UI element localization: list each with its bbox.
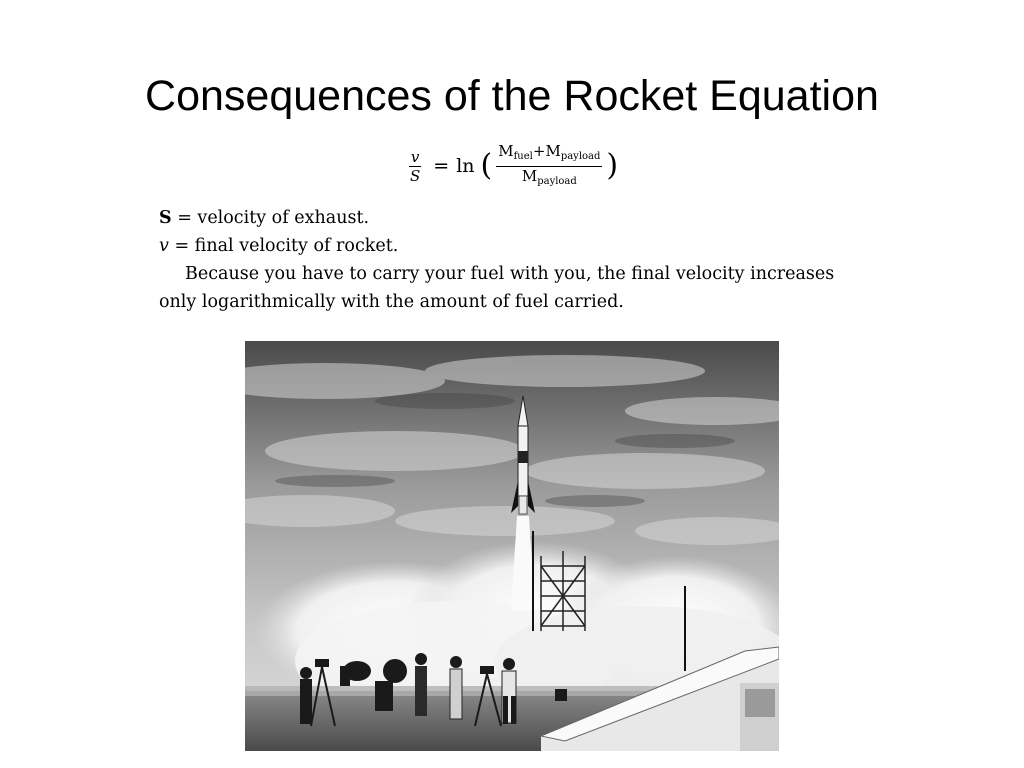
v-symbol: v: [159, 236, 169, 256]
equals-sign: =: [433, 155, 450, 177]
velocity-ratio: [408, 148, 422, 185]
s-definition: = velocity of exhaust.: [171, 208, 370, 228]
v-definition: = final velocity of rocket.: [168, 236, 399, 256]
definition-exhaust-velocity: [159, 204, 889, 232]
ln-function: ln: [456, 155, 475, 177]
payload-subscript: payload: [537, 175, 577, 187]
definition-final-velocity: [159, 232, 889, 260]
mass-denominator: [520, 167, 579, 191]
explanation-line-2: only logarithmically with the amount of fuel carried.: [159, 292, 624, 312]
close-paren: ): [606, 148, 619, 183]
definitions-block: [159, 204, 889, 316]
explanation-line-1: Because you have to carry your fuel with you, the final velocity increases: [185, 264, 835, 284]
open-paren: (: [480, 148, 493, 183]
mass-numerator: [496, 142, 602, 167]
mass-ratio: [496, 142, 602, 191]
rocket-equation: [404, 140, 618, 192]
final-velocity-symbol: v: [410, 147, 420, 166]
exhaust-velocity-symbol: S: [410, 166, 421, 185]
mass-symbol: M: [521, 166, 538, 185]
s-symbol: S: [159, 208, 172, 228]
mass-symbol: M: [545, 141, 561, 160]
mass-symbol: M: [498, 141, 514, 160]
plus-sign: +: [532, 141, 546, 160]
rocket-launch-photo: [245, 341, 779, 751]
fuel-subscript: fuel: [513, 150, 533, 162]
payload-subscript: payload: [560, 150, 601, 162]
slide-title: Consequences of the Rocket Equation: [145, 72, 879, 120]
